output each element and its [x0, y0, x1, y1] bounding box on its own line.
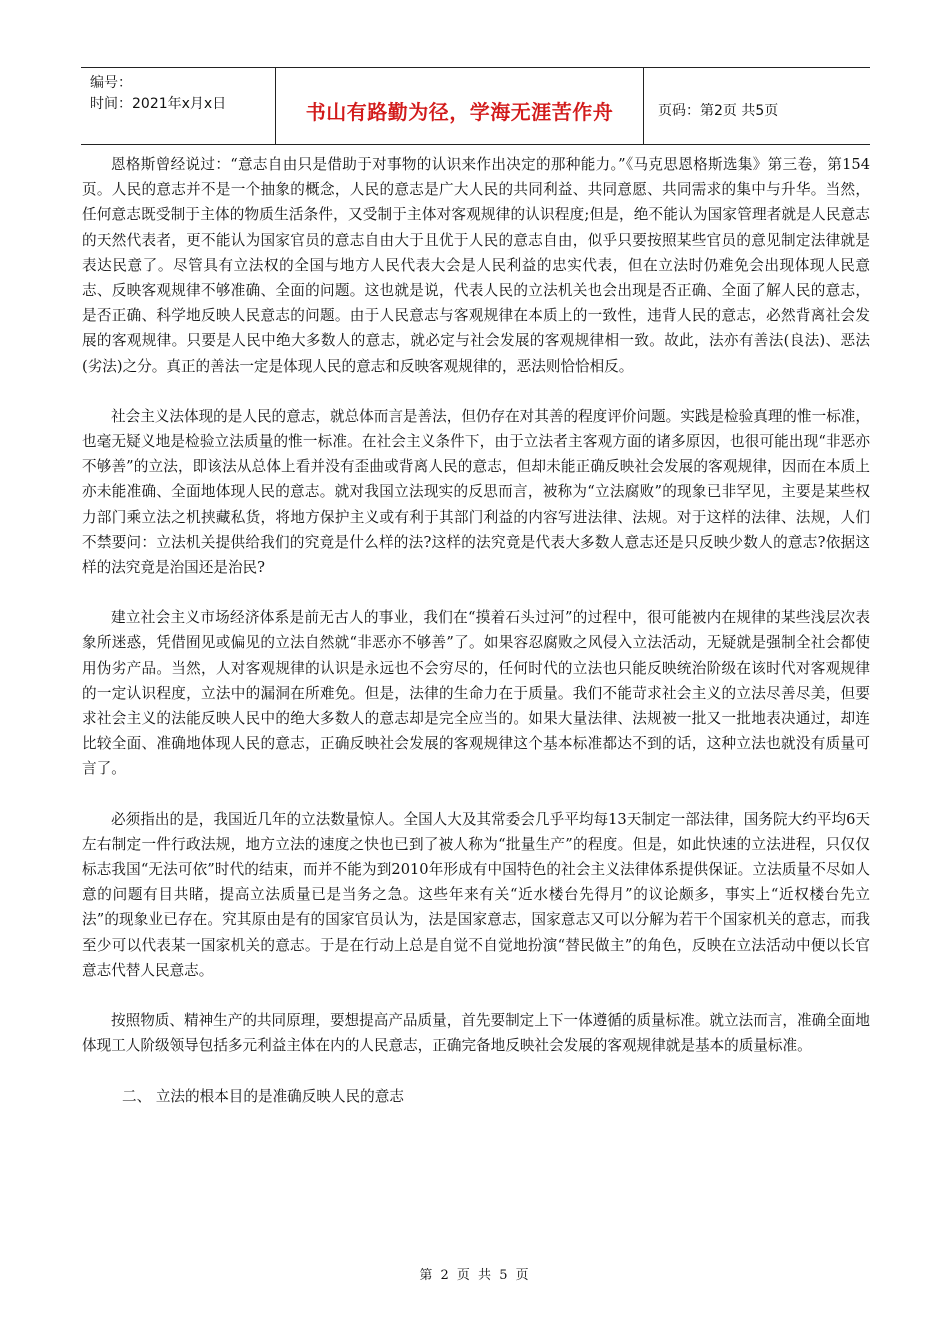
body-paragraph: 建立社会主义市场经济体系是前无古人的事业，我们在“摸着石头过河”的过程中，很可能被内在规律的某些浅层次表象所迷惑，凭借囿见或偏见的立法自然就“非恶亦不够善”了。如果容忍腐败之风侵入立法活动，无疑就是强制全社会都使用伪劣产品。当然，人对客观规律的认识是永远也不会穷尽的，任何时代的立法也只能反映统治阶级在该时代对客观规律的一定认识程度，立法中的漏洞在所难免。但是，法律的生命力在于质量。我们不能苛求社会主义的立法尽善尽美，但要求社会主义的法能反映人民中的绝大多数人的意志却是完全应当的。如果大量法律、法规被一批又一批地表决通过，却连比较全面、准确地体现人民的意志，正确反映社会发展的客观规律这个基本标准都达不到的话，这种立法也就没有质量可言了。 [82, 609, 870, 778]
header-meta [81, 68, 276, 144]
document-number-label: 编号： [90, 75, 132, 91]
body-paragraph: 按照物质、精神生产的共同原理，要想提高产品质量，首先要制定上下一体遵循的质量标准。就立法而言，准确全面地体现工人阶级领导包括多元利益主体在内的人民意志，正确完备地反映社会发展的客观规律就是基本的质量标准。 [82, 1012, 870, 1055]
section-heading: 二、 立法的根本目的是准确反映人民的意志 [122, 1087, 404, 1105]
body-paragraph: 恩格斯曾经说过：“意志自由只是借助于对事物的认识来作出决定的那种能力。”《马克思恩格斯选集》第三卷，第154页。人民的意志并不是一个抽象的概念，人民的意志是广大人民的共同利益、共同意愿、共同需求的集中与升华。当然，任何意志既受制于主体的物质生活条件，又受制于主体对客观规律的认识程度;但是，绝不能认为国家管理者就是人民意志的天然代表者，更不能认为国家官员的意志自由大于且优于人民的意志自由，似乎只要按照某些官员的意见制定法律就是表达民意了。尽管具有立法权的全国与地方人民代表大会是人民利益的忠实代表，但在立法时仍难免会出现体现人民意志、反映客观规律不够准确、全面的问题。这也就是说，代表人民的立法机关也会出现是否正确、全面了解人民的意志，是否正确、科学地反映人民意志的问题。由于人民意志与客观规律在本质上的一致性，违背人民的意志，必然背离社会发展的客观规律。只要是人民中绝大多数人的意志，就必定与社会发展的客观规律相一致。故此，法亦有善法(良法)、恶法(劣法)之分。真正的善法一定是体现人民的意志和反映客观规律的，恶法则恰恰相反。 [82, 156, 870, 375]
header-motto: 书山有路勤为径，学海无涯苦作舟 [305, 99, 614, 124]
body-paragraph: 必须指出的是，我国近几年的立法数量惊人。全国人大及其常委会几乎平均每13天制定一部法律，国务院大约平均6天左右制定一件行政法规，地方立法的速度之快也已到了被人称为“批量生产”的程度。但是，如此快速的立法进程，只仅仅标志我国“无法可依”时代的结束，而并不能为到2010年形成有中国特色的社会主义法律体系提供保证。立法质量不尽如人意的问题有目共睹，提高立法质量已是当务之急。这些年来有关“近水楼台先得月”的议论颇多，事实上“近权楼台先立法”的现象业已存在。究其原由是有的国家官员认为，法是国家意志，国家意志又可以分解为若干个国家机关的意志，而我至少可以代表某一国家机关的意志。于是在行动上总是自觉不自觉地扮演“替民做主”的角色，反映在立法活动中便以长官意志代替人民意志。 [82, 810, 870, 979]
page-footer: 第 2 页 共 5 页 [419, 1268, 531, 1283]
header-motto-cell [276, 68, 644, 144]
document-body [82, 152, 870, 1109]
header-page-info: 页码：第2页 共5页 [658, 103, 779, 119]
body-paragraph: 社会主义法体现的是人民的意志，就总体而言是善法，但仍存在对其善的程度评价问题。实践是检验真理的惟一标准，也毫无疑义地是检验立法质量的惟一标准。在社会主义条件下，由于立法者主客观方面的诸多原因，也很可能出现“非恶亦不够善”的立法，即该法从总体上看并没有歪曲或背离人民的意志，但却未能正确反映社会发展的客观规律，因而在本质上亦未能准确、全面地体现人民的意志。就对我国立法现实的反思而言，被称为“立法腐败”的现象已非罕见，主要是某些权力部门乘立法之机挟藏私货，将地方保护主义或有利于其部门利益的内容写进法律、法规。对于这样的法律、法规，人们不禁要问：立法机关提供给我们的究竟是什么样的法?这样的法究竟是代表大多数人意志还是只反映少数人的意志?依据这样的法究竟是治国还是治民? [82, 407, 870, 577]
header-page-cell [644, 68, 870, 144]
header-table [81, 67, 870, 145]
document-date-label: 时间：2021年x月x日 [90, 96, 227, 112]
